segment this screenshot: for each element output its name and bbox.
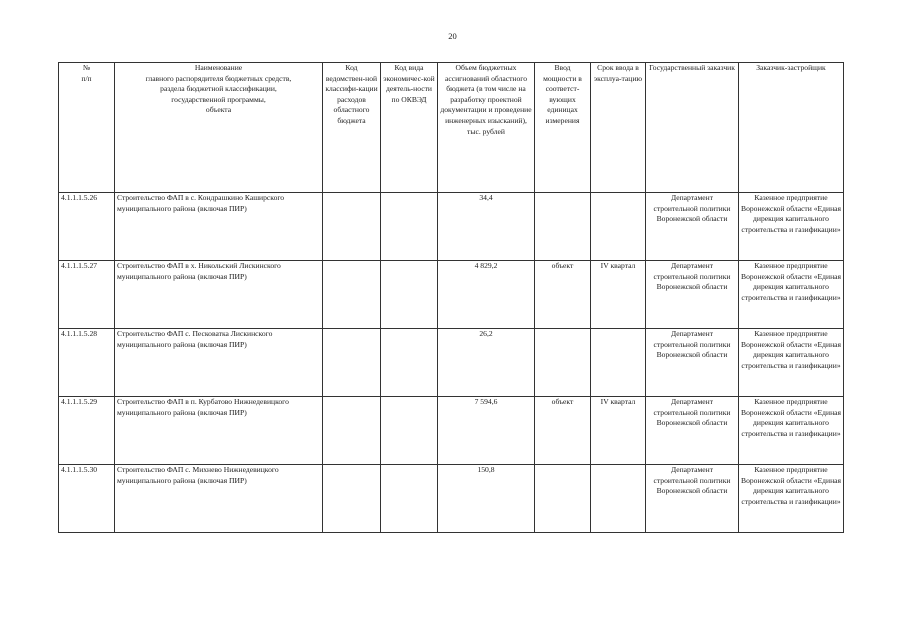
row-volume: 34,4 [438,193,535,261]
header-dept-code: Код ведомствен-ной классифи-кации расходов областного бюджета [323,63,381,193]
row-volume: 150,8 [438,465,535,533]
row-term [591,465,646,533]
row-developer: Казенное предприятие Воронежской области «Единая дирекция капитального строительства и газификации» [739,397,844,465]
row-customer: Департамент строительной политики Воронежской области [646,329,739,397]
row-customer: Департамент строительной политики Воронежской области [646,261,739,329]
header-customer: Государственный заказчик [646,63,739,193]
table-row [59,261,844,329]
row-capacity [535,465,591,533]
row-volume: 4 829,2 [438,261,535,329]
table-row [59,397,844,465]
table-row [59,465,844,533]
budget-table [58,62,844,533]
row-customer: Департамент строительной политики Воронежской области [646,193,739,261]
row-dept-code [323,261,381,329]
row-name: Строительство ФАП в с. Кондрашкино Каширского муниципального района (включая ПИР) [115,193,323,261]
header-num: № п/п [59,63,115,193]
row-okved [381,261,438,329]
header-term: Срок ввода в эксплуа-тацию [591,63,646,193]
row-okved [381,193,438,261]
row-name: Строительство ФАП в х. Никольский Лискинского муниципального района (включая ПИР) [115,261,323,329]
row-developer: Казенное предприятие Воронежской области «Единая дирекция капитального строительства и газификации» [739,193,844,261]
row-dept-code [323,193,381,261]
row-okved [381,465,438,533]
header-developer: Заказчик-застройщик [739,63,844,193]
row-name: Строительство ФАП с. Михнево Нижнедевицкого муниципального района (включая ПИР) [115,465,323,533]
row-customer: Департамент строительной политики Воронежской области [646,397,739,465]
row-okved [381,329,438,397]
row-num: 4.1.1.1.5.30 [59,465,115,533]
row-term [591,193,646,261]
row-dept-code [323,329,381,397]
row-capacity: объект [535,397,591,465]
row-name: Строительство ФАП в п. Курбатово Нижнедевицкого муниципального района (включая ПИР) [115,397,323,465]
table-row [59,329,844,397]
table-row [59,193,844,261]
header-capacity: Ввод мощности в соответст-вующих единицах измерения [535,63,591,193]
row-capacity [535,329,591,397]
row-dept-code [323,397,381,465]
row-num: 4.1.1.1.5.28 [59,329,115,397]
row-developer: Казенное предприятие Воронежской области «Единая дирекция капитального строительства и газификации» [739,465,844,533]
table-header [59,63,844,193]
row-developer: Казенное предприятие Воронежской области «Единая дирекция капитального строительства и газификации» [739,329,844,397]
row-term: IV квартал [591,261,646,329]
row-volume: 7 594,6 [438,397,535,465]
header-okved: Код вида экономичес-кой деятель-ности по ОКВЭД [381,63,438,193]
row-num: 4.1.1.1.5.27 [59,261,115,329]
row-term [591,329,646,397]
row-dept-code [323,465,381,533]
row-customer: Департамент строительной политики Воронежской области [646,465,739,533]
row-okved [381,397,438,465]
row-volume: 26,2 [438,329,535,397]
row-term: IV квартал [591,397,646,465]
page-number: 20 [448,31,457,41]
row-num: 4.1.1.1.5.29 [59,397,115,465]
row-name: Строительство ФАП с. Песковатка Лискинского муниципального района (включая ПИР) [115,329,323,397]
row-developer: Казенное предприятие Воронежской области «Единая дирекция капитального строительства и газификации» [739,261,844,329]
header-name: Наименование главного распорядителя бюджетных средств, раздела бюджетной классификации, государственной программы, объекта [115,63,323,193]
row-capacity: объект [535,261,591,329]
header-volume: Объем бюджетных ассигнований областного бюджета (в том числе на разработку проектной документации и проведение инженерных изысканий), тыс. рублей [438,63,535,193]
row-num: 4.1.1.1.5.26 [59,193,115,261]
row-capacity [535,193,591,261]
